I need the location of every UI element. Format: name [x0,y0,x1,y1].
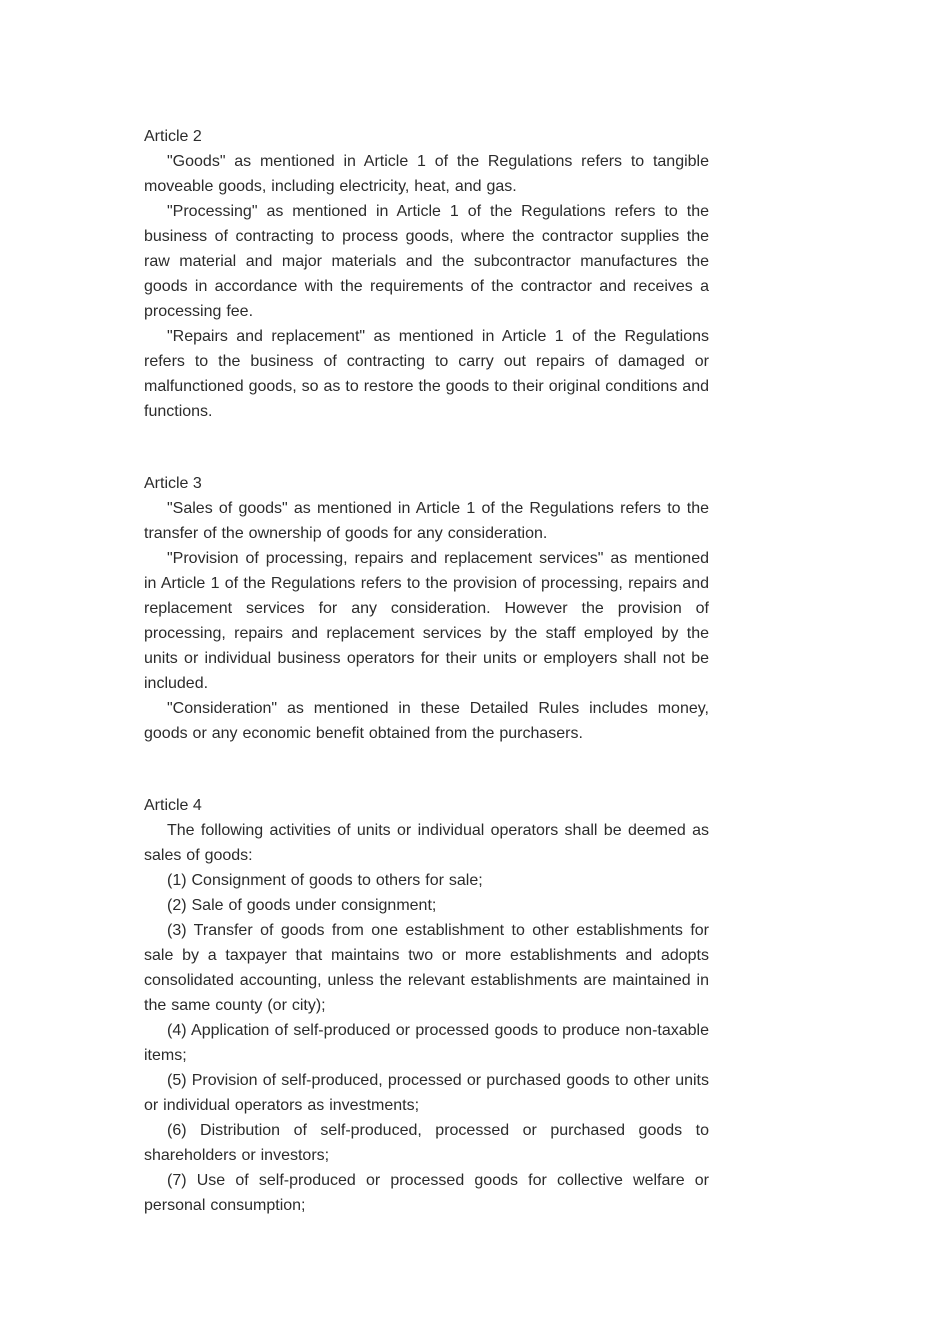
list-item: (2) Sale of goods under consignment; [167,897,437,914]
article-heading: Article 2 [144,128,202,145]
article-heading: Article 4 [144,797,202,814]
article-3 [144,471,709,746]
article-paragraph: The following activities of units or individual operators shall be deemed as sales of goods: [144,822,709,864]
list-item: (6) Distribution of self-produced, processed or purchased goods to shareholders or investors; [144,1122,709,1164]
article-2 [144,124,709,424]
document-page [144,124,709,1218]
article-paragraph: "Repairs and replacement" as mentioned in Article 1 of the Regulations refers to the business of contracting to carry out repairs of damaged or malfunctioned goods, so as to restore the goods to their original conditions and functions. [144,328,709,420]
article-paragraph: "Consideration" as mentioned in these Detailed Rules includes money, goods or any economic benefit obtained from the purchasers. [144,700,709,742]
list-item: (7) Use of self-produced or processed goods for collective welfare or personal consumption; [144,1172,709,1214]
list-item: (4) Application of self-produced or processed goods to produce non-taxable items; [144,1022,709,1064]
list-item: (3) Transfer of goods from one establishment to other establishments for sale by a taxpayer that maintains two or more establishments and adopts consolidated accounting, unless the relevant establishments are maintained in the same county (or city); [144,922,709,1014]
article-paragraph: "Provision of processing, repairs and replacement services" as mentioned in Article 1 of the Regulations refers to the provision of processing, repairs and replacement services for any consideration. However the provision of processing, repairs and replacement services by the staff employed by the units or individual business operators for their units or employers shall not be included. [144,550,709,692]
article-4 [144,793,709,1218]
article-heading: Article 3 [144,475,202,492]
article-paragraph: "Sales of goods" as mentioned in Article 1 of the Regulations refers to the transfer of the ownership of goods for any consideration. [144,500,709,542]
article-paragraph: "Goods" as mentioned in Article 1 of the Regulations refers to tangible moveable goods, including electricity, heat, and gas. [144,153,709,195]
list-item: (1) Consignment of goods to others for sale; [167,872,483,889]
article-paragraph: "Processing" as mentioned in Article 1 of the Regulations refers to the business of contracting to process goods, where the contractor supplies the raw material and major materials and the subcontractor manufactures the goods in accordance with the requirements of the contractor and receives a processing fee. [144,203,709,320]
list-item: (5) Provision of self-produced, processed or purchased goods to other units or individual operators as investments; [144,1072,709,1114]
